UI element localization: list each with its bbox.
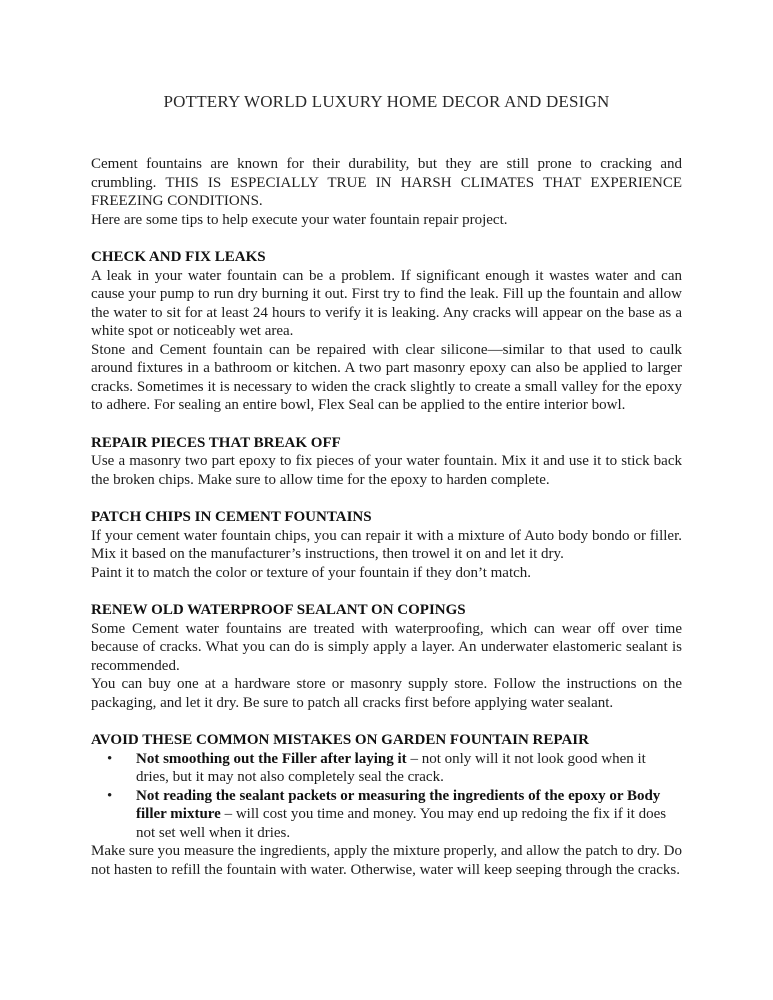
document-title: POTTERY WORLD LUXURY HOME DECOR AND DESIGN <box>163 92 610 111</box>
bullet-item <box>91 750 682 787</box>
section-heading: AVOID THESE COMMON MISTAKES ON GARDEN FOUNTAIN REPAIR <box>91 732 589 748</box>
document-body <box>91 155 682 879</box>
paragraph: If your cement water fountain chips, you can repair it with a mixture of Auto body bondo or filler. Mix it based on the manufacturer’s instructions, then trowel it on and let it dry. <box>91 527 682 562</box>
bullet-icon: • <box>107 750 113 767</box>
bullet-item <box>91 787 682 843</box>
paragraph: Here are some tips to help execute your water fountain repair project. <box>91 211 508 228</box>
bullet-text: Not smoothing out the Filler after laying it – not only will it not look good when it dries, but it may not also completely seal the crack. <box>136 750 646 785</box>
paragraph: Some Cement water fountains are treated with waterproofing, which can wear off over time because of cracks. What you can do is simply apply a layer. An underwater elastomeric sealant is recommended. <box>91 620 682 674</box>
paragraph: Make sure you measure the ingredients, apply the mixture properly, and allow the patch to dry. Do not hasten to refill the fountain with water. Otherwise, water will keep seeping through the cracks. <box>91 843 682 878</box>
paragraph: Cement fountains are known for their durability, but they are still prone to cracking and crumbling. THIS IS ESPECIALLY TRUE IN HARSH CLIMATES THAT EXPERIENCE FREEZING CONDITIONS. <box>91 156 682 209</box>
paragraph: A leak in your water fountain can be a problem. If significant enough it wastes water and can cause your pump to run dry burning it out. First try to find the leak. Fill up the fountain and allow the water to sit for at least 24 hours to verify it is leaking. Any cracks will appear on the base as a white spot or noticeably wet area. <box>91 267 682 339</box>
paragraph: Stone and Cement fountain can be repaired with clear silicone—similar to that used to caulk around fixtures in a bathroom or kitchen. A two part masonry epoxy can also be applied to larger cracks. Sometimes it is necessary to widen the crack slightly to create a small valley for the epoxy to adhere. For sealing an entire bowl, Flex Seal can be applied to the entire interior bowl. <box>91 341 682 413</box>
paragraph: Use a masonry two part epoxy to fix pieces of your water fountain. Mix it and use it to stick back the broken chips. Make sure to allow time for the epoxy to harden complete. <box>91 453 682 488</box>
section-heading: CHECK AND FIX LEAKS <box>91 249 266 265</box>
section-heading: RENEW OLD WATERPROOF SEALANT ON COPINGS <box>91 602 466 618</box>
paragraph: Paint it to match the color or texture of your fountain if they don’t match. <box>91 564 532 581</box>
paragraph: You can buy one at a hardware store or masonry supply store. Follow the instructions on the packaging, and let it dry. Be sure to patch all cracks first before applying water sealant. <box>91 676 682 711</box>
bullet-list <box>91 750 682 843</box>
section-heading: REPAIR PIECES THAT BREAK OFF <box>91 434 341 451</box>
bullet-text: Not reading the sealant packets or measuring the ingredients of the epoxy or Body filler mixture – will cost you time and money. You may end up redoing the fix if it does not set well when it dries. <box>136 787 667 841</box>
section-heading: PATCH CHIPS IN CEMENT FOUNTAINS <box>91 509 372 525</box>
bullet-icon: • <box>107 787 113 804</box>
